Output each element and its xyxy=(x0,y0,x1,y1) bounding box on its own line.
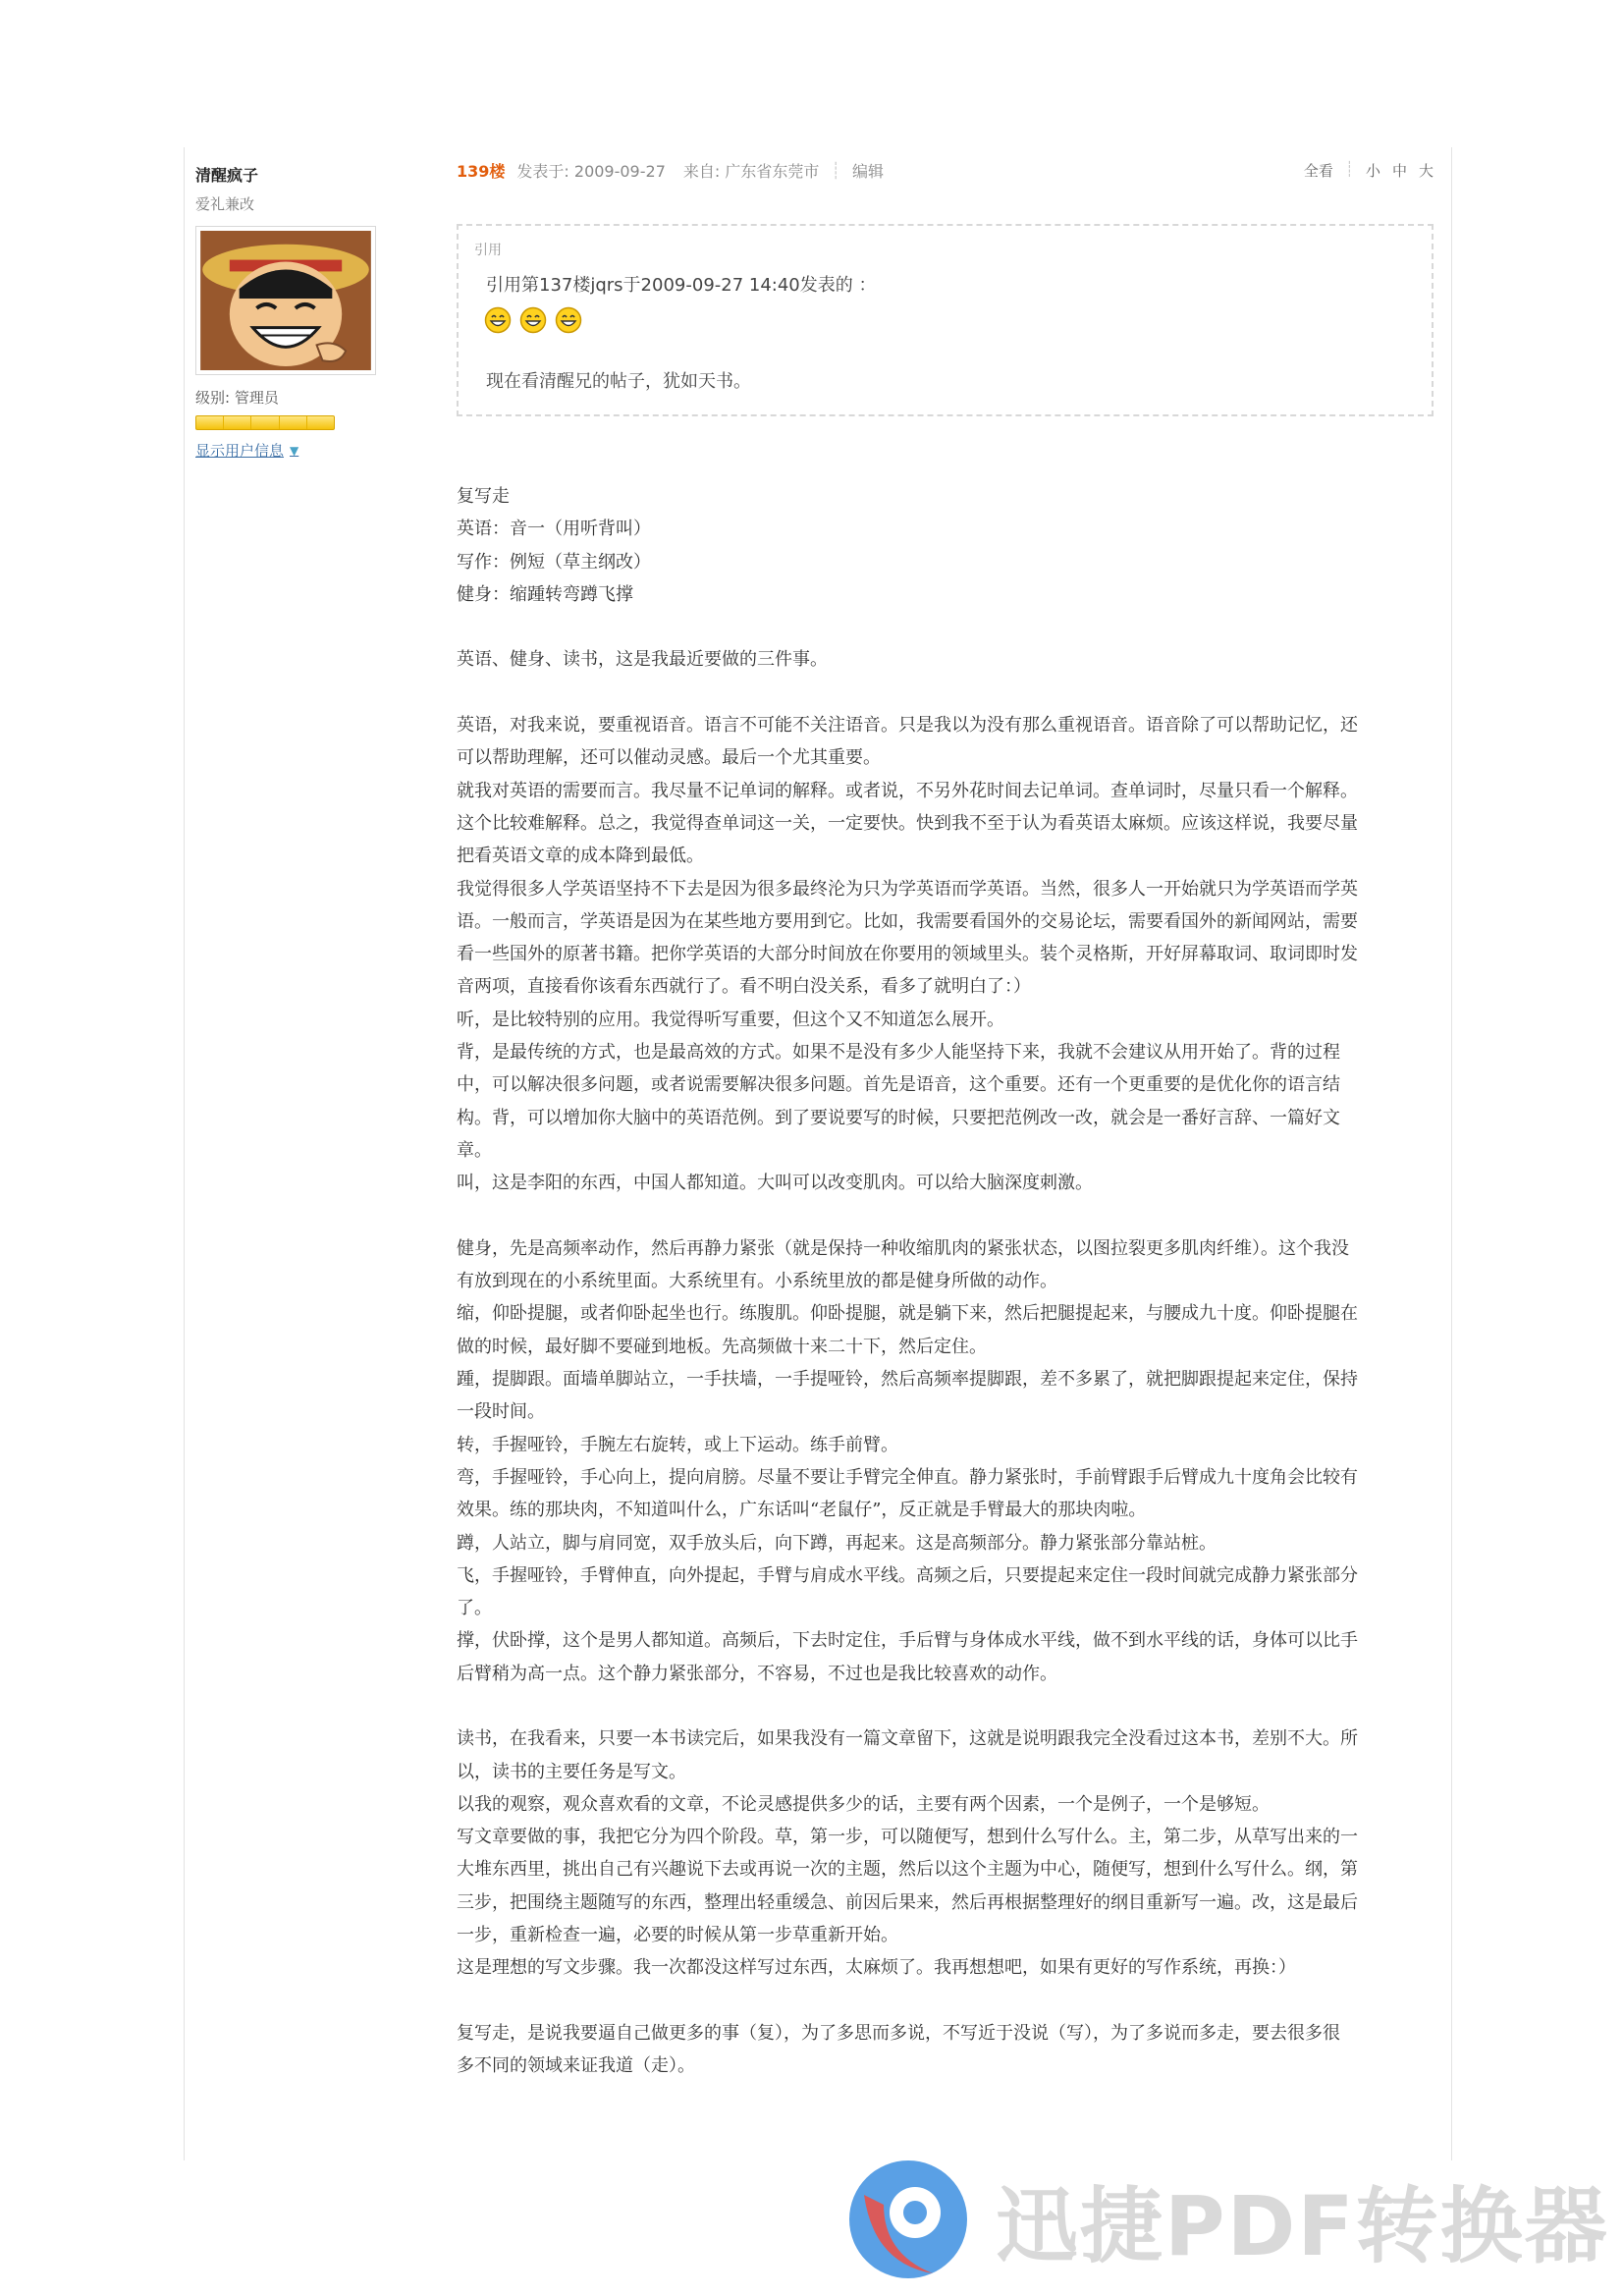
body-line: 写作：例短（草主纲改） xyxy=(457,551,651,573)
show-user-info-label[interactable]: 显示用户信息 xyxy=(195,442,285,460)
body-line: 转，手握哑铃，手腕左右旋转，或上下运动。练手前臂。 xyxy=(457,1434,898,1455)
body-line: 可以帮助理解，还可以催动灵感。最后一个尤其重要。 xyxy=(457,747,881,769)
post-body xyxy=(457,480,1434,2083)
body-line: 多不同的领域来证我道（走）。 xyxy=(457,2055,695,2077)
blank-line xyxy=(457,1985,1434,2017)
body-line: 写文章要做的事，我把它分为四个阶段。草，第一步，可以随便写，想到什么写什么。主，第二步，从草写出来的一 xyxy=(457,1827,1358,1848)
body-line: 有放到现在的小系统里面。大系统里有。小系统里放的都是健身所做的动作。 xyxy=(457,1271,1057,1292)
chevron-down-icon[interactable]: ▼ xyxy=(290,443,299,458)
blank-line xyxy=(457,611,1434,643)
grin-smilie-icon xyxy=(519,306,547,334)
body-line: 叫，这是李阳的东西，中国人都知道。大叫可以改变肌肉。可以给大脑深度刺激。 xyxy=(457,1173,1093,1194)
show-user-info-link[interactable] xyxy=(195,440,392,461)
body-line: 构。背，可以增加你大脑中的英语范例。到了要说要写的时候，只要把范例改一改，就会是一番好言辞、一篇好文 xyxy=(457,1107,1340,1128)
xunjie-logo-icon xyxy=(844,2156,972,2283)
body-line: 缩，仰卧提腿，或者仰卧起坐也行。练腹肌。仰卧提腿，就是躺下来，然后把腿提起来，与腰成九十度。仰卧提腿在 xyxy=(457,1303,1358,1325)
floor-number[interactable]: 139楼 xyxy=(457,161,506,181)
body-line: 三步，把围绕主题随写的东西，整理出轻重缓急、前因后果来，然后再根据整理好的纲目重新写一遍。改，这是最后 xyxy=(457,1891,1358,1913)
body-line: 效果。练的那块肉，不知道叫什么，广东话叫“老鼠仔”，反正就是手臂最大的那块肉啦。 xyxy=(457,1500,1147,1521)
quote-text: 现在看清醒兄的帖子，犹如天书。 xyxy=(486,371,751,392)
body-line: 语。一般而言，学英语是因为在某些地方要用到它。比如，我需要看国外的交易论坛，需要看国外的新闻网站，需要 xyxy=(457,910,1358,932)
font-medium-link[interactable]: 中 xyxy=(1391,162,1407,180)
quote-reference: 引用第137楼jqrs于2009-09-27 14:40发表的 ： xyxy=(486,275,877,296)
watermark xyxy=(844,2151,1620,2288)
body-line: 后臂稍为高一点。这个静力紧张部分，不容易，不过也是我比较喜欢的动作。 xyxy=(457,1663,1057,1684)
grin-smilie-icon xyxy=(555,306,582,334)
blank-line xyxy=(457,1690,1434,1722)
body-line: 章。 xyxy=(457,1139,492,1161)
body-line: 了。 xyxy=(457,1598,492,1619)
body-line: 撑，伏卧撑，这个是男人都知道。高频后，下去时定住，手后臂与身体成水平线，做不到水平线的话，身体可以比手 xyxy=(457,1630,1358,1652)
level-bar xyxy=(195,415,335,430)
header-divider: ┊ xyxy=(831,160,840,180)
body-line: 弯，手握哑铃，手心向上，提向肩膀。尽量不要让手臂完全伸直。静力紧张时，手前臂跟手后臂成九十度角会比较有 xyxy=(457,1466,1358,1488)
body-line: 复写走 xyxy=(457,486,510,507)
body-line: 大堆东西里，挑出自己有兴趣说下去或再说一次的主题，然后以这个主题为中心，随便写，想到什么写什么。纲，第 xyxy=(457,1859,1358,1881)
body-line: 背，是最传统的方式，也是最高效的方式。如果不是没有多少人能坚持下来，我就不会建议从用开始了。背的过程 xyxy=(457,1042,1340,1064)
body-line: 蹲，人站立，脚与肩同宽，双手放头后，向下蹲，再起来。这是高频部分。静力紧张部分靠站桩。 xyxy=(457,1532,1217,1554)
body-line: 英语、健身、读书，这是我最近要做的三件事。 xyxy=(457,649,828,671)
body-line: 以，读书的主要任务是写文。 xyxy=(457,1761,686,1782)
user-level: 级别: 管理员 xyxy=(195,389,279,407)
username[interactable]: 清醒疯子 xyxy=(195,166,259,185)
body-line: 踵，提脚跟。面墙单脚站立，一手扶墙，一手提哑铃，然后高频率提脚跟，差不多累了，就把脚跟提起来定住，保持 xyxy=(457,1369,1358,1391)
tools-divider: ┊ xyxy=(1344,160,1354,178)
watermark-text: 迅捷PDF转换器 xyxy=(996,2177,1609,2274)
body-line: 英语：音一（用听背叫） xyxy=(457,519,651,540)
body-line: 健身：缩踵转弯蹲飞撑 xyxy=(457,583,633,605)
body-line: 健身，先是高频率动作，然后再静力紧张（就是保持一种收缩肌肉的紧张状态，以图拉裂更多肌肉纤维）。这个我没 xyxy=(457,1237,1349,1259)
body-line: 中，可以解决很多问题，或者说需要解决很多问题。首先是语音，这个重要。还有一个更重要的是优化你的语言结 xyxy=(457,1074,1340,1096)
font-large-link[interactable]: 大 xyxy=(1418,162,1434,180)
body-line: 英语，对我来说，要重视语音。语言不可能不关注语音。只是我以为没有那么重视语音。语音除了可以帮助记忆，还 xyxy=(457,715,1358,737)
smilie-row xyxy=(474,306,1416,334)
body-line: 读书，在我看来，只要一本书读完后，如果我没有一篇文章留下，这就是说明跟我完全没看过这本书，差别不大。所 xyxy=(457,1728,1358,1750)
body-line: 这是理想的写文步骤。我一次都没这样写过东西，太麻烦了。我再想想吧，如果有更好的写作系统，再换：） xyxy=(457,1957,1296,1979)
body-line: 我觉得很多人学英语坚持不下去是因为很多最终沦为只为学英语而学英语。当然，很多人一开始就只为学英语而学英 xyxy=(457,878,1358,900)
body-line: 做的时候，最好脚不要碰到地板。先高频做十来二十下，然后定住。 xyxy=(457,1336,987,1357)
body-line: 听，是比较特别的应用。我觉得听写重要，但这个又不知道怎么展开。 xyxy=(457,1009,1004,1030)
body-line: 以我的观察，观众喜欢看的文章，不论灵感提供多少的话，主要有两个因素，一个是例子，一个是够短。 xyxy=(457,1793,1270,1815)
blank-line xyxy=(457,1200,1434,1232)
body-line: 一段时间。 xyxy=(457,1401,545,1423)
post-date: 发表于: 2009-09-27 xyxy=(516,161,666,181)
header-tools xyxy=(1304,160,1434,181)
edit-link[interactable]: 编辑 xyxy=(852,161,885,181)
body-line: 看一些国外的原著书籍。把你学英语的大部分时间放在你要用的领域里头。装个灵格斯，开好屏幕取词、取词即时发 xyxy=(457,944,1358,965)
quote-label: 引用 xyxy=(474,243,502,258)
blank-line xyxy=(457,677,1434,709)
post-location: 来自: 广东省东莞市 xyxy=(682,161,820,181)
grin-smilie-icon xyxy=(484,306,512,334)
body-line: 飞，手握哑铃，手臂伸直，向外提起，手臂与肩成水平线。高频之后，只要提起来定住一段时间就完成静力紧张部分 xyxy=(457,1564,1358,1586)
avatar-image xyxy=(200,231,371,370)
post-header xyxy=(457,157,1434,183)
user-title: 爱礼兼改 xyxy=(195,195,255,213)
body-line: 复写走，是说我要逼自己做更多的事（复），为了多思而多说，不写近于没说（写），为了多说而多走，要去很多很 xyxy=(457,2022,1340,2044)
user-column xyxy=(195,157,392,461)
body-line: 一步，重新检查一遍，必要的时候从第一步草重新开始。 xyxy=(457,1925,898,1946)
font-small-link[interactable]: 小 xyxy=(1365,162,1380,180)
body-line: 把看英语文章的成本降到最低。 xyxy=(457,846,704,867)
body-line: 这个比较难解释。总之，我觉得查单词这一关，一定要快。快到我不至于认为看英语太麻烦。应该这样说，我要尽量 xyxy=(457,812,1358,834)
avatar[interactable] xyxy=(195,226,376,375)
view-all-link[interactable]: 全看 xyxy=(1303,162,1333,180)
body-line: 音两项，直接看你该看东西就行了。看不明白没关系，看多了就明白了：） xyxy=(457,976,1031,998)
quote-block xyxy=(457,224,1434,416)
body-line: 就我对英语的需要而言。我尽量不记单词的解释。或者说，不另外花时间去记单词。查单词时，尽量只看一个解释。 xyxy=(457,780,1358,801)
